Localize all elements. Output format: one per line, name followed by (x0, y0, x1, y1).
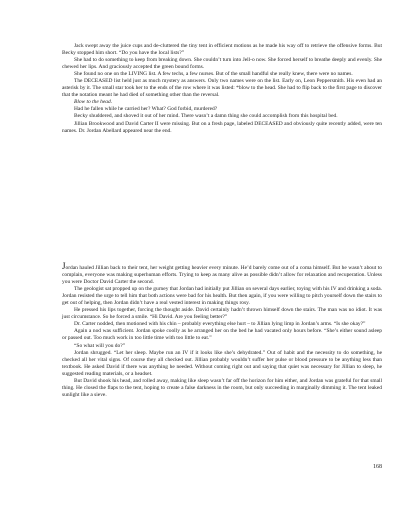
paragraph: Dr. Carter nodded, then motioned with his chin – probably everything else hurt – to Jillian lying limp in Jordan’s arms. “Is she okay?” (74, 321, 366, 328)
paragraph: She had to do something to keep from breaking down. She couldn’t turn into Jell-o now. She forced herself to breathe deeply and evenly. She chewed her lips. And graciously accepted the green bound forms. (62, 57, 382, 71)
paragraph: Becky shuddered, and shoved it out of her mind. There wasn’t a damn thing she could accomplish from this hospital bed. (74, 113, 338, 120)
paragraph: Jordan shrugged. “Let her sleep. Maybe run an IV if it looks like she’s dehydrated.” Out of habit and the necessity to do something, he checked all her vital signs. Of course they all checked out. Jillian probably wouldn’t suffer her pulse or blood pressure to be anything less than textbook. He asked David if there was anything he needed. Without coming right out and saying that quiet was necessary for Jillian to sleep, he suggested reading materials, or a headset. (62, 349, 382, 377)
paragraph: She found no one on the LIVING list. A few techs, a few nurses. But of the small handful she really knew, there were no names. (74, 71, 353, 78)
paragraph: Jack swept away the juice cups and de-cluttered the tiny tent in efficient motions as he made his way off to retrieve the offensive forms. But Becky stopped him short. “Do you have the local lists?” (62, 43, 382, 57)
paragraph: But David shook his head, and rolled away, making like sleep wasn’t far off the horizon for him either, and Jordan was grateful for that small thing. He closed the flaps to the tent, hoping to create a false darkness in the room, but only succeeding in marginally dimming it. The tent leaked sunlight like a sieve. (62, 377, 382, 398)
opening-paragraph-text: ordan hauled Jillian back to their tent, her weight getting heavier every minute. He’d barely come out of a coma himself. But he wasn’t about to complain, everyone was making superhuman efforts. Trying to keep as many alive as possible didn’t allow for relaxation and recuperation. Unless you were Doctor David Carter the second. (62, 265, 382, 286)
paragraph: He pressed his lips together, forcing the thought aside. David certainly hadn’t thrown himself down the stairs. The man was no idiot. It was just circumstance. So he forced a smile. “Hi David. Are you feeling better?” (62, 307, 382, 321)
section-one (62, 43, 382, 135)
drop-cap: J (62, 261, 66, 271)
page-number: 168 (373, 464, 382, 470)
opening-paragraph (62, 261, 382, 286)
paragraph: Had he fallen while he carried her? What? God forbid, murdered? (74, 106, 218, 113)
paragraph: The DECEASED list held just as much mystery as answers. Only two names were on the list. Early on, Leon Peppersmith. His even had an asterisk by it. The small star took her to the ends of the row where it was listed: *blow to the head. She had to flip back to the first page to discover that the notation meant he had died of something other than the reversal. (62, 78, 382, 99)
paragraph: Jillian Brookwood and David Carter II were missing. But on a fresh page, labeled DECEASED and obviously quite recently added, were ten names. Dr. Jordan Abellard appeared near the end. (62, 120, 382, 134)
section-two (62, 261, 382, 399)
paragraph: “So what will you do?” (74, 342, 126, 349)
paragraph-italic: Blow to the head. (74, 99, 113, 106)
paragraph: Again a nod was sufficient. Jordan spoke coolly as he arranged her on the bed he had vacated only hours before. “She’s either sound asleep or passed out. Too much work in too little time with too little to eat.” (62, 328, 382, 342)
paragraph: The geologist sat propped up on the gurney that Jordan had initially put Jillian on several days earlier, toying with his IV and drinking a soda. Jordan resisted the urge to tell him that both actions were bad for his health. But then again, if you were willing to pitch yourself down the stairs to get out of helping, then Jordan didn’t have a real vested interest in making things rosy. (62, 286, 382, 307)
